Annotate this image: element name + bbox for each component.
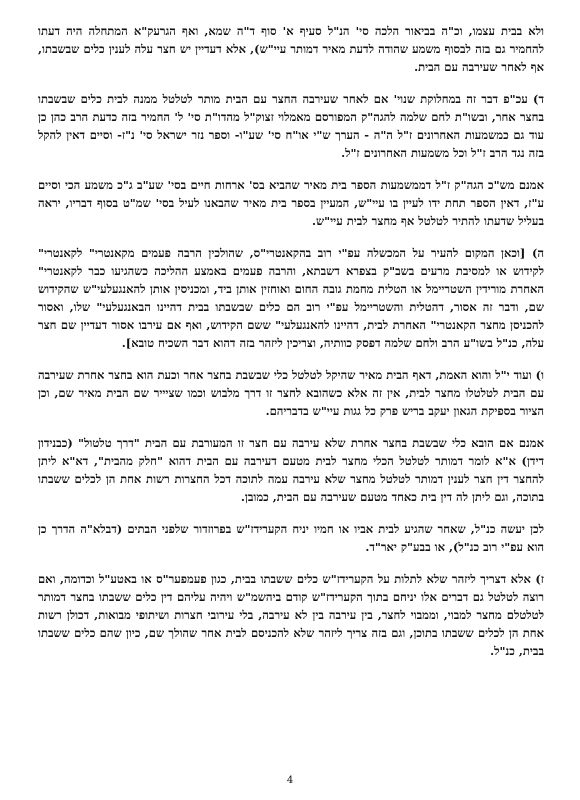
paragraph-he: ה) [וכאן המקום להעיר על המכשלה עפ"י רוב בהקאנטרי"ס, שהולכין הרבה פעמים מקאנטרי" לקאנטרי" לקידוש או למסיבת מרעים בשב"ק בצפרא דשבתא, והרבה פעמים באמצע ההליכה כשהגיעו כבר לקאנטרי" האחרת מורידין השטריימל או הטלית מחמת גובה החום ואוחזין אותן ביד, ומכניסין אותן להאנגעלעי"ש שהקידוש שם, ודבר זה אסור, דהטלית והשטריימל עפ"י רוב הם כלים שבשבתו בבית דהיינו הבאנגעלעי" שלו, ואסור להכניסן מחצר הקאנטרי" האחרת לבית, דהיינו להאנגעלעי" ששם הקידוש, ואף אם עירבו אסור דעדיין שם חצר עלה, כנ"ל בשו"ע הרב ולחם שלמה דפסק כוותיה, וצריכין ליזהר בזה דהוא דבר השכיח טובא].: [38, 246, 544, 350]
paragraph-vav: ו) ועוד י"ל והוא האמת, דאף הבית מאיר שהיקל לטלטל כלי שבשבת בחצר אחר וכעת הוא בחצר אחרת שעירבה עם הבית לטלטלו מחצר לבית, אין זה אלא כשהובא לחצר זו דרך מלבוש וכמו שציייר שם הבית מאיר שם, וכן הציור בספיקת הגאון יעקב בריש פרק כל גגות עיי"ש בדבריהם.: [38, 368, 544, 418]
paragraph-dalet: ד) עכ"פ דבר זה במחלוקת שנוי' אם לאחר שעירבה החצר עם הבית מותר לטלטל ממנה לבית כלים שבשבתו בחצר אחר, ובשו"ת לחם שלמה להגה"ק המפורסם מאמלוי זצוק"ל מהדו"ת סי' ל' החמיר בזה כדעת הרב כהן כן עוד גם כמשמעות האחרונים ז"ל ה"ה - הערך ש"י או"ח סי' שע"ו- וספר נזר ישראל סי' נ"ז- וסיים דאין להקל בזה נגד הרב ז"ל וכל משמעות האחרונים ז"ל.: [38, 92, 544, 160]
paragraph-continuation: ולא בבית עצמו, וכ"ה בביאור הלכה סי' הנ"ל סעיף א' סוף ד"ה שמא, ואף הגרעק"א המתחלה היה דעתו להחמיר גם בזה לבסוף משמע שהודה לדעת מאיר דמותר עיי"ש), אלא דעדיין יש חצר עלה לענין כלים שבשבתו, אף לאחר שעירבה עם הבית.: [38, 24, 544, 74]
page-number: 4: [286, 775, 294, 786]
paragraph-lachen: לכן יעשה כנ"ל, שאחר שהגיע לבית אביו או חמיו יניח הקערידז"ש בפרוזדור שלפני הבתים (דבלא"ה הדרך כן הוא עפ"י רוב כנ"ל), או בבע"ק יאר"ד.: [38, 522, 544, 554]
paragraph-amnam: אמנם אם הובא כלי שבשבת בחצר אחרת שלא עירבה עם חצר זו המעורבת עם הבית "דרך טלטול" (כבנידון דידן) א"א לומר דמותר לטלטל הכלי מחצר לבית מטעם דעירבה עם הבית דהוא "חלק מהבית", דא"א ליתן להחצר דין חצר לענין דמותר לטלטל מחצר שלא עירבה עמה לתוכה דכל החצרות רשות אחת הן לכלים ששבתו בתוכה, וגם ליתן לה דין בית כאחד מטעם שעירבה עם הבית, כמובן.: [38, 436, 544, 504]
paragraph-zayin: ז) אלא דצריך ליזהר שלא לתלות על הקערידז"ש כלים ששבתו בבית, כגון פעמפער"ס או באטע"ל וכדומה, ואם רוצה לטלטל גם דברים אלו יניחם בתוך הקערידז"ש קודם ביהשמ"ש ויהיה עליהם דין כלים ששבתו בחצר דמותר לטלטלם מחצר למבוי, וממבוי לחצר, בין עירבה בין לא עירבה, בלי עירובי חצרות ושיתופי מבואות, דכולן רשות אחת הן לכלים ששבתו בתוכן, וגם בזה צריך ליזהר שלא להכניסם לבית אחר שהולך שם, כיון שהם כלים ששבתו בבית, כנ"ל.: [38, 572, 544, 658]
paragraph-beit-meir: אמנם מש"כ הגה"ק ז"ל דממשמעות הספר בית מאיר שהביא בס' ארחות חיים בסי' שע"ב ג"כ משמע הכי וסיים ע"ז, דאין הספר תחת ידו לעיין בו עיי"ש, המעיין בספר בית מאיר שהבאנו לעיל בסי' שמ"ט בסוף דבריו, יראה בעליל שדעתו להתיר לטלטל אף מחצר לבית עיי"ש.: [38, 178, 544, 228]
